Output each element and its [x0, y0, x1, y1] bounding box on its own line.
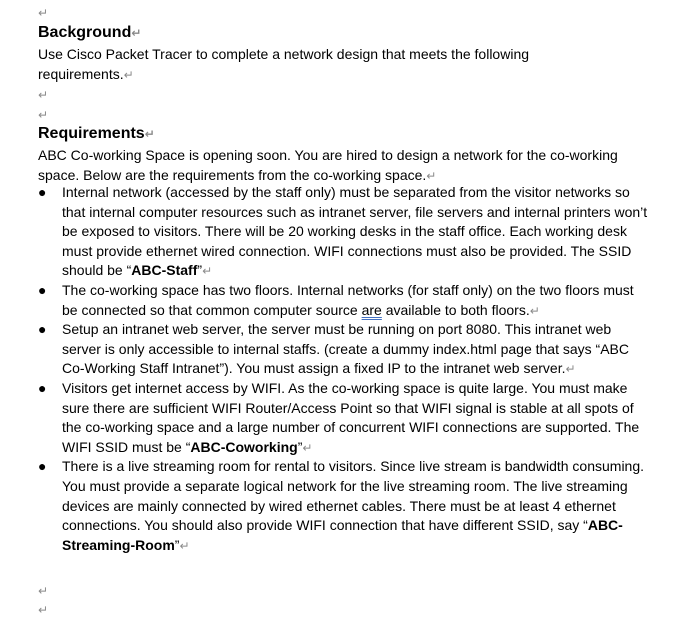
- bullet-icon: ●: [38, 379, 47, 396]
- requirements-heading: [38, 124, 155, 144]
- bullet-icon: ●: [38, 321, 47, 338]
- list-item: [38, 183, 650, 281]
- background-text: [38, 45, 578, 84]
- paragraph-mark-icon: ↵: [302, 440, 313, 455]
- paragraph-mark-icon: ↵: [529, 303, 540, 318]
- paragraph-mark-icon: ↵: [38, 584, 49, 598]
- list-item-text: ”: [297, 438, 303, 455]
- ssid-staff: ABC-Staff: [131, 262, 198, 279]
- requirements-heading-text: Requirements: [38, 125, 145, 142]
- ssid-streaming-room: ABC-Streaming-Room: [62, 517, 623, 553]
- list-item-text: The co-working space has two floors. Internal networks (for staff only) on the two floors must be connected so that common computer source: [62, 281, 634, 318]
- bullet-icon: ●: [38, 281, 47, 298]
- paragraph-mark-icon: ↵: [38, 88, 49, 102]
- bullet-icon: ●: [38, 184, 47, 200]
- bullet-icon: ●: [38, 458, 47, 475]
- list-item-text: ”: [174, 536, 180, 553]
- paragraph-mark-icon: ↵: [179, 538, 190, 553]
- paragraph-mark-icon: ↵: [38, 603, 49, 617]
- list-item-text: There is a live streaming room for rental to visitors. Since live stream is bandwidth consuming. You must provide a separate logical network for the live streaming room. The live streaming devices are mainly connected by wired ethernet cables. There must be at least 4 ethernet connections. You should also provide WIFI connection that have different SSID, say “: [62, 458, 645, 534]
- grammar-flagged-word: are: [361, 301, 382, 318]
- list-item-text: ”: [197, 262, 203, 279]
- paragraph-mark-icon: ↵: [202, 264, 213, 279]
- empty-paragraph: [38, 601, 48, 619]
- empty-paragraph: [38, 4, 48, 22]
- background-heading-text: Background: [38, 24, 132, 41]
- ssid-coworking: ABC-Coworking: [190, 438, 298, 455]
- paragraph-mark-icon: ↵: [38, 6, 49, 20]
- list-item: [38, 281, 650, 320]
- empty-paragraph: [38, 86, 48, 104]
- list-item: [38, 457, 650, 555]
- paragraph-mark-icon: ↵: [123, 67, 134, 82]
- background-heading: [38, 23, 141, 43]
- list-item: [38, 379, 650, 457]
- empty-paragraph: [38, 106, 48, 124]
- requirements-intro-text: ABC Co-working Space is opening soon. You are hired to design a network for the co-working space. Below are the requirements from the co-working space.: [38, 147, 618, 183]
- paragraph-mark-icon: ↵: [38, 108, 49, 122]
- requirements-list: [38, 183, 650, 555]
- list-item-text: Internal network (accessed by the staff only) must be separated from the visitor networks so that internal computer resources such as intranet server, file servers and internal printers won’t be exposed to visitors. There will be 20 working desks in the staff office. Each working desk must provide ethernet wired connection. WIFI connections must also be provided. The SSID should be “: [62, 184, 648, 279]
- list-item: [38, 320, 650, 379]
- list-item-text: Setup an intranet web server, the server must be running on port 8080. This intranet web server is only accessible to internal staffs. (create a dummy index.html page that says “ABC Co-Working Staff Intranet”). You must assign a fixed IP to the intranet web server.: [62, 321, 629, 377]
- paragraph-mark-icon: ↵: [144, 127, 155, 141]
- background-text-content: Use Cisco Packet Tracer to complete a network design that meets the following requirements.: [38, 46, 530, 82]
- list-item-text: Visitors get internet access by WIFI. As the co-working space is quite large. You must make sure there are sufficient WIFI Router/Access Point so that WIFI signal is stable at all spots of the co-working space and a large number of concurrent WIFI connections are supported. The WIFI SSID must be “: [62, 379, 640, 455]
- paragraph-mark-icon: ↵: [426, 168, 437, 183]
- empty-paragraph: [38, 582, 48, 600]
- paragraph-mark-icon: ↵: [565, 362, 576, 377]
- list-item-text: available to both floors.: [381, 301, 530, 318]
- paragraph-mark-icon: ↵: [131, 26, 142, 40]
- requirements-intro: [38, 146, 618, 185]
